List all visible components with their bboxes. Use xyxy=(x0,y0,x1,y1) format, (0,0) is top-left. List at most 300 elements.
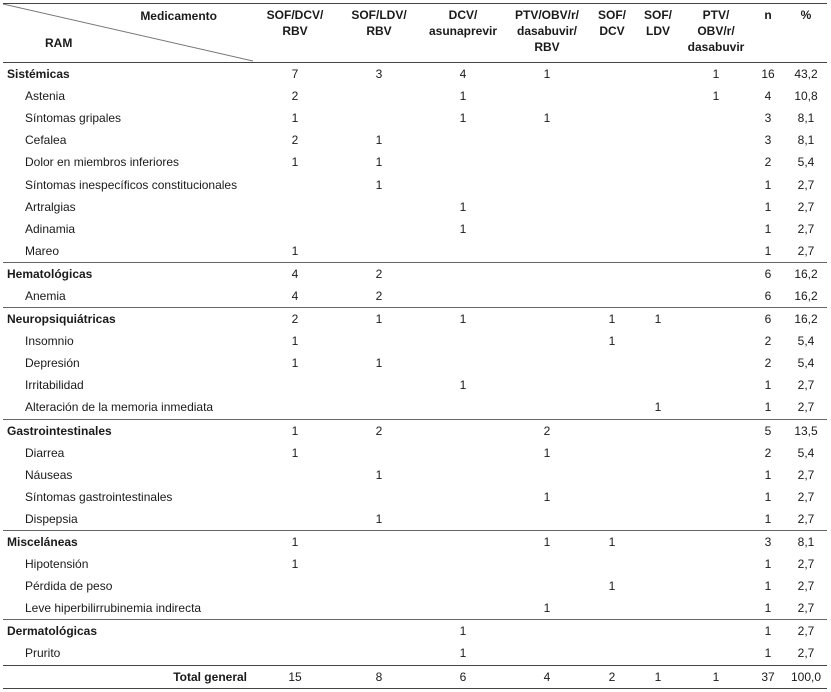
table-cell: 1 xyxy=(291,557,299,572)
table-cell: 2 xyxy=(337,262,421,285)
table-cell xyxy=(505,464,589,486)
table-cell: 4 xyxy=(764,89,772,104)
table-cell: 1 xyxy=(459,89,467,104)
table-cell: 1 xyxy=(635,665,681,688)
table-cell: 1 xyxy=(291,111,299,126)
table-cell xyxy=(253,374,337,396)
table-cell: 1 xyxy=(291,243,299,258)
table-cell xyxy=(635,151,681,173)
table-cell xyxy=(253,464,337,486)
table-cell: 2 xyxy=(337,419,421,442)
table-cell: 1 xyxy=(764,400,772,415)
table-row xyxy=(3,107,827,129)
total-row xyxy=(3,665,827,688)
table-cell xyxy=(505,218,589,240)
table-cell: 1 xyxy=(764,511,772,526)
table-cell: 1 xyxy=(608,579,616,594)
header-col-6: PTV/ OBV/r/ dasabuvir xyxy=(681,4,751,63)
table-cell xyxy=(589,85,635,107)
table-cell xyxy=(681,597,751,620)
table-cell: 5 xyxy=(751,419,785,442)
table-cell: 5,4 xyxy=(797,155,815,170)
table-cell xyxy=(253,597,337,620)
table-cell: 15 xyxy=(253,665,337,688)
row-label: Hipotensión xyxy=(25,557,89,572)
table-row xyxy=(3,575,827,597)
table-cell: 3 xyxy=(764,133,772,148)
table-cell: 1 xyxy=(337,308,421,331)
table-cell: 5,4 xyxy=(797,334,815,349)
table-cell xyxy=(421,151,505,173)
table-row xyxy=(3,352,827,374)
table-cell xyxy=(635,597,681,620)
table-cell xyxy=(589,419,635,442)
table-cell: 2,7 xyxy=(797,511,815,526)
row-label: Irritabilidad xyxy=(25,378,84,393)
table-cell xyxy=(505,285,589,308)
table-cell: 16 xyxy=(751,63,785,86)
table-cell xyxy=(421,597,505,620)
table-cell xyxy=(681,240,751,263)
table-cell xyxy=(421,129,505,151)
table-cell: 2 xyxy=(764,155,772,170)
table-cell xyxy=(337,218,421,240)
row-label: Misceláneas xyxy=(3,530,253,553)
table-cell xyxy=(681,396,751,419)
table-cell xyxy=(421,285,505,308)
table-row xyxy=(3,486,827,508)
table-cell xyxy=(681,173,751,195)
table-cell xyxy=(421,575,505,597)
table-cell: 1 xyxy=(375,467,383,482)
table-cell xyxy=(253,218,337,240)
row-label: Insomnio xyxy=(25,334,74,349)
table-cell xyxy=(337,85,421,107)
table-cell xyxy=(681,530,751,553)
table-cell xyxy=(635,63,681,86)
row-label: Diarrea xyxy=(25,445,65,460)
table-cell xyxy=(421,330,505,352)
table-cell: 1 xyxy=(253,530,337,553)
table-cell: 2 xyxy=(291,133,299,148)
table-cell xyxy=(505,374,589,396)
table-cell: 1 xyxy=(589,530,635,553)
table-cell: 2 xyxy=(291,89,299,104)
table-cell: 3 xyxy=(751,530,785,553)
row-label: Adinamia xyxy=(25,221,76,236)
table-cell: 13,5 xyxy=(785,419,827,442)
row-label: Prurito xyxy=(25,646,61,661)
table-cell: 1 xyxy=(375,356,383,371)
table-cell xyxy=(421,508,505,531)
table-cell xyxy=(589,240,635,263)
row-label: Anemia xyxy=(25,288,66,303)
table-cell xyxy=(421,352,505,374)
table-cell: 2,7 xyxy=(797,243,815,258)
table-cell xyxy=(421,486,505,508)
row-label: Dispepsia xyxy=(25,511,78,526)
table-cell: 5,4 xyxy=(797,445,815,460)
table-cell xyxy=(505,240,589,263)
header-medicamento: Medicamento xyxy=(140,9,217,23)
table-cell xyxy=(337,107,421,129)
table-cell xyxy=(253,486,337,508)
table-cell: 2 xyxy=(375,288,383,303)
row-label: Síntomas gripales xyxy=(25,111,122,126)
table-cell: 2 xyxy=(589,665,635,688)
table-cell xyxy=(589,151,635,173)
table-cell xyxy=(589,352,635,374)
table-cell xyxy=(337,240,421,263)
header-col-n: n xyxy=(751,4,785,63)
table-cell xyxy=(589,553,635,575)
table-cell: 2 xyxy=(764,445,772,460)
table-cell xyxy=(505,196,589,218)
table-cell: 1 xyxy=(764,601,772,616)
table-cell: 1 xyxy=(253,419,337,442)
table-cell xyxy=(635,107,681,129)
table-row xyxy=(3,330,827,352)
row-label: Pérdida de peso xyxy=(25,579,113,594)
table-cell xyxy=(505,308,589,331)
table-cell xyxy=(635,262,681,285)
table-cell xyxy=(635,642,681,665)
table-cell xyxy=(421,464,505,486)
table-cell xyxy=(253,173,337,195)
table-cell: 1 xyxy=(654,400,662,415)
table-cell xyxy=(421,442,505,464)
table-cell xyxy=(681,330,751,352)
table-cell: 1 xyxy=(459,111,467,126)
table-cell xyxy=(505,262,589,285)
table-cell xyxy=(337,553,421,575)
table-cell xyxy=(681,642,751,665)
table-cell: 1 xyxy=(459,221,467,236)
table-cell xyxy=(505,575,589,597)
table-cell xyxy=(681,464,751,486)
table-cell: 4 xyxy=(291,288,299,303)
header-corner-cell xyxy=(3,4,253,63)
table-cell: 1 xyxy=(291,155,299,170)
header-ram: RAM xyxy=(45,36,73,50)
table-cell xyxy=(337,642,421,665)
table-cell: 1 xyxy=(291,445,299,460)
table-cell: 37 xyxy=(751,665,785,688)
table-cell xyxy=(635,85,681,107)
table-cell xyxy=(337,486,421,508)
table-cell: 16,2 xyxy=(794,288,818,303)
table-cell: 1 xyxy=(764,378,772,393)
table-cell: 2,7 xyxy=(797,199,815,214)
table-cell: 2,7 xyxy=(797,601,815,616)
table-cell: 1 xyxy=(681,665,751,688)
table-cell: 8,1 xyxy=(797,111,815,126)
table-cell: 2,7 xyxy=(797,467,815,482)
table-cell: 1 xyxy=(375,177,383,192)
row-label: Neuropsiquiátricas xyxy=(3,308,253,331)
table-cell xyxy=(681,352,751,374)
table-cell xyxy=(589,620,635,643)
table-cell xyxy=(681,620,751,643)
table-cell xyxy=(421,262,505,285)
table-cell: 10,8 xyxy=(794,89,818,104)
table-cell xyxy=(421,396,505,419)
table-cell xyxy=(681,196,751,218)
table-cell: 1 xyxy=(764,557,772,572)
table-cell xyxy=(635,374,681,396)
table-row xyxy=(3,553,827,575)
table-cell: 2,7 xyxy=(797,489,815,504)
table-cell xyxy=(681,308,751,331)
table-cell: 1 xyxy=(681,63,751,86)
table-cell xyxy=(505,508,589,531)
table-cell xyxy=(337,620,421,643)
table-cell xyxy=(253,508,337,531)
table-cell xyxy=(635,530,681,553)
table-cell: 2 xyxy=(253,308,337,331)
row-label: Total general xyxy=(3,665,253,688)
header-col-0: SOF/DCV/ RBV xyxy=(253,4,337,63)
table-cell xyxy=(635,508,681,531)
table-cell xyxy=(337,330,421,352)
table-cell: 1 xyxy=(421,308,505,331)
table-cell xyxy=(681,442,751,464)
table-cell: 3 xyxy=(764,111,772,126)
table-cell xyxy=(421,173,505,195)
table-cell: 4 xyxy=(253,262,337,285)
header-col-1: SOF/LDV/ RBV xyxy=(337,4,421,63)
table-row xyxy=(3,173,827,195)
table-cell xyxy=(589,129,635,151)
table-cell xyxy=(253,642,337,665)
table-cell xyxy=(589,285,635,308)
table-cell xyxy=(589,642,635,665)
table-row xyxy=(3,597,827,620)
table-cell: 8,1 xyxy=(797,133,815,148)
table-cell: 1 xyxy=(764,489,772,504)
table-cell: 1 xyxy=(764,579,772,594)
table-cell: 1 xyxy=(291,334,299,349)
row-label: Sistémicas xyxy=(3,63,253,86)
table-cell xyxy=(635,464,681,486)
table-cell xyxy=(589,196,635,218)
table-cell: 6 xyxy=(751,308,785,331)
row-label: Síntomas inespecíficos constitucionales xyxy=(25,177,238,192)
row-label: Dolor en miembros inferiores xyxy=(25,155,180,170)
table-cell: 1 xyxy=(505,63,589,86)
table-cell: 1 xyxy=(459,646,467,661)
table-cell xyxy=(681,486,751,508)
table-cell: 1 xyxy=(421,620,505,643)
table-cell xyxy=(589,486,635,508)
table-row xyxy=(3,285,827,308)
table-cell xyxy=(421,240,505,263)
table-cell xyxy=(505,151,589,173)
table-cell: 1 xyxy=(764,243,772,258)
table-cell: 1 xyxy=(635,308,681,331)
table-cell: 1 xyxy=(712,89,720,104)
table-cell xyxy=(253,620,337,643)
table-cell: 1 xyxy=(543,601,551,616)
table-row xyxy=(3,129,827,151)
header-col-5: SOF/ LDV xyxy=(635,4,681,63)
table-cell: 2,7 xyxy=(797,378,815,393)
table-cell: 6 xyxy=(421,665,505,688)
table-cell: 100,0 xyxy=(785,665,827,688)
table-cell: 3 xyxy=(337,63,421,86)
table-cell xyxy=(421,419,505,442)
table-header xyxy=(3,4,827,63)
table-cell xyxy=(635,196,681,218)
table-cell xyxy=(681,151,751,173)
table-row xyxy=(3,85,827,107)
table-cell: 5,4 xyxy=(797,356,815,371)
table-cell xyxy=(681,419,751,442)
category-row xyxy=(3,620,827,643)
table-cell: 2 xyxy=(505,419,589,442)
table-row xyxy=(3,442,827,464)
table-cell: 1 xyxy=(543,445,551,460)
table-cell: 1 xyxy=(375,133,383,148)
table-cell: 16,2 xyxy=(785,308,827,331)
header-col-4: SOF/ DCV xyxy=(589,4,635,63)
row-label: Náuseas xyxy=(25,467,73,482)
table-cell xyxy=(589,508,635,531)
category-row xyxy=(3,419,827,442)
row-label: Depresión xyxy=(25,356,80,371)
table-cell xyxy=(681,129,751,151)
table-cell xyxy=(589,442,635,464)
table-cell xyxy=(681,575,751,597)
table-row xyxy=(3,642,827,665)
adverse-reactions-table xyxy=(3,3,827,689)
table-cell: 1 xyxy=(764,646,772,661)
table-cell xyxy=(635,352,681,374)
table-cell: 2,7 xyxy=(797,177,815,192)
table-cell xyxy=(337,575,421,597)
table-cell xyxy=(681,508,751,531)
table-row xyxy=(3,218,827,240)
table-cell: 7 xyxy=(253,63,337,86)
table-cell: 1 xyxy=(459,378,467,393)
table-cell: 6 xyxy=(751,262,785,285)
table-cell xyxy=(505,129,589,151)
table-cell: 2,7 xyxy=(797,557,815,572)
table-cell xyxy=(681,374,751,396)
table-cell: 1 xyxy=(764,221,772,236)
table-row xyxy=(3,374,827,396)
row-label: Artralgias xyxy=(25,199,76,214)
table-row xyxy=(3,464,827,486)
table-cell: 1 xyxy=(751,620,785,643)
table-cell: 4 xyxy=(421,63,505,86)
table-cell: 1 xyxy=(459,199,467,214)
table-cell: 1 xyxy=(291,356,299,371)
table-cell xyxy=(337,374,421,396)
table-cell xyxy=(505,330,589,352)
row-label: Cefalea xyxy=(25,133,67,148)
table-cell: 2,7 xyxy=(797,646,815,661)
row-label: Dermatológicas xyxy=(3,620,253,643)
category-row xyxy=(3,63,827,86)
table-cell xyxy=(421,553,505,575)
row-label: Leve hiperbilirrubinemia indirecta xyxy=(25,601,202,616)
table-cell: 1 xyxy=(375,155,383,170)
table-cell xyxy=(337,396,421,419)
category-row xyxy=(3,308,827,331)
table-cell: 1 xyxy=(375,511,383,526)
table-cell: 4 xyxy=(505,665,589,688)
table-cell: 2 xyxy=(764,356,772,371)
table-cell xyxy=(505,396,589,419)
table-cell xyxy=(505,553,589,575)
table-cell: 2,7 xyxy=(797,221,815,236)
table-cell xyxy=(635,129,681,151)
table-cell: 1 xyxy=(543,111,551,126)
table-cell: 1 xyxy=(589,308,635,331)
table-cell: 2,7 xyxy=(785,620,827,643)
table-cell xyxy=(635,442,681,464)
table-cell xyxy=(589,464,635,486)
table-row xyxy=(3,508,827,531)
table-row xyxy=(3,396,827,419)
table-cell xyxy=(635,620,681,643)
row-label: Gastrointestinales xyxy=(3,419,253,442)
table-cell: 2 xyxy=(764,334,772,349)
header-col-3: PTV/OBV/r/ dasabuvir/ RBV xyxy=(505,4,589,63)
table-row xyxy=(3,240,827,263)
table-cell: 1 xyxy=(764,467,772,482)
table-cell: 1 xyxy=(543,489,551,504)
row-label: Síntomas gastrointestinales xyxy=(25,489,173,504)
table-cell xyxy=(635,330,681,352)
table-cell xyxy=(505,85,589,107)
table-cell: 1 xyxy=(608,334,616,349)
table-cell xyxy=(589,374,635,396)
category-row xyxy=(3,262,827,285)
table-cell: 8,1 xyxy=(785,530,827,553)
table-body xyxy=(3,63,827,689)
row-label: Astenia xyxy=(25,89,66,104)
table-cell xyxy=(589,396,635,419)
table-cell: 1 xyxy=(764,199,772,214)
table-cell: 1 xyxy=(505,530,589,553)
table-cell: 2,7 xyxy=(797,579,815,594)
table-cell xyxy=(681,107,751,129)
table-cell xyxy=(505,642,589,665)
table-cell xyxy=(337,530,421,553)
row-label: Hematológicas xyxy=(3,262,253,285)
table-cell xyxy=(505,173,589,195)
table-cell xyxy=(635,553,681,575)
table-cell: 43,2 xyxy=(785,63,827,86)
table-cell xyxy=(253,575,337,597)
table-cell xyxy=(589,218,635,240)
table-cell xyxy=(589,107,635,129)
row-label: Mareo xyxy=(25,243,60,258)
table-cell xyxy=(635,218,681,240)
table-cell xyxy=(337,442,421,464)
header-col-2: DCV/ asunaprevir xyxy=(421,4,505,63)
table-cell: 6 xyxy=(764,288,772,303)
table-cell xyxy=(635,486,681,508)
table-cell xyxy=(681,553,751,575)
table-cell xyxy=(253,196,337,218)
row-label: Alteración de la memoria inmediata xyxy=(25,400,214,415)
table-cell xyxy=(337,196,421,218)
table-cell: 2,7 xyxy=(797,400,815,415)
table-cell: 1 xyxy=(764,177,772,192)
